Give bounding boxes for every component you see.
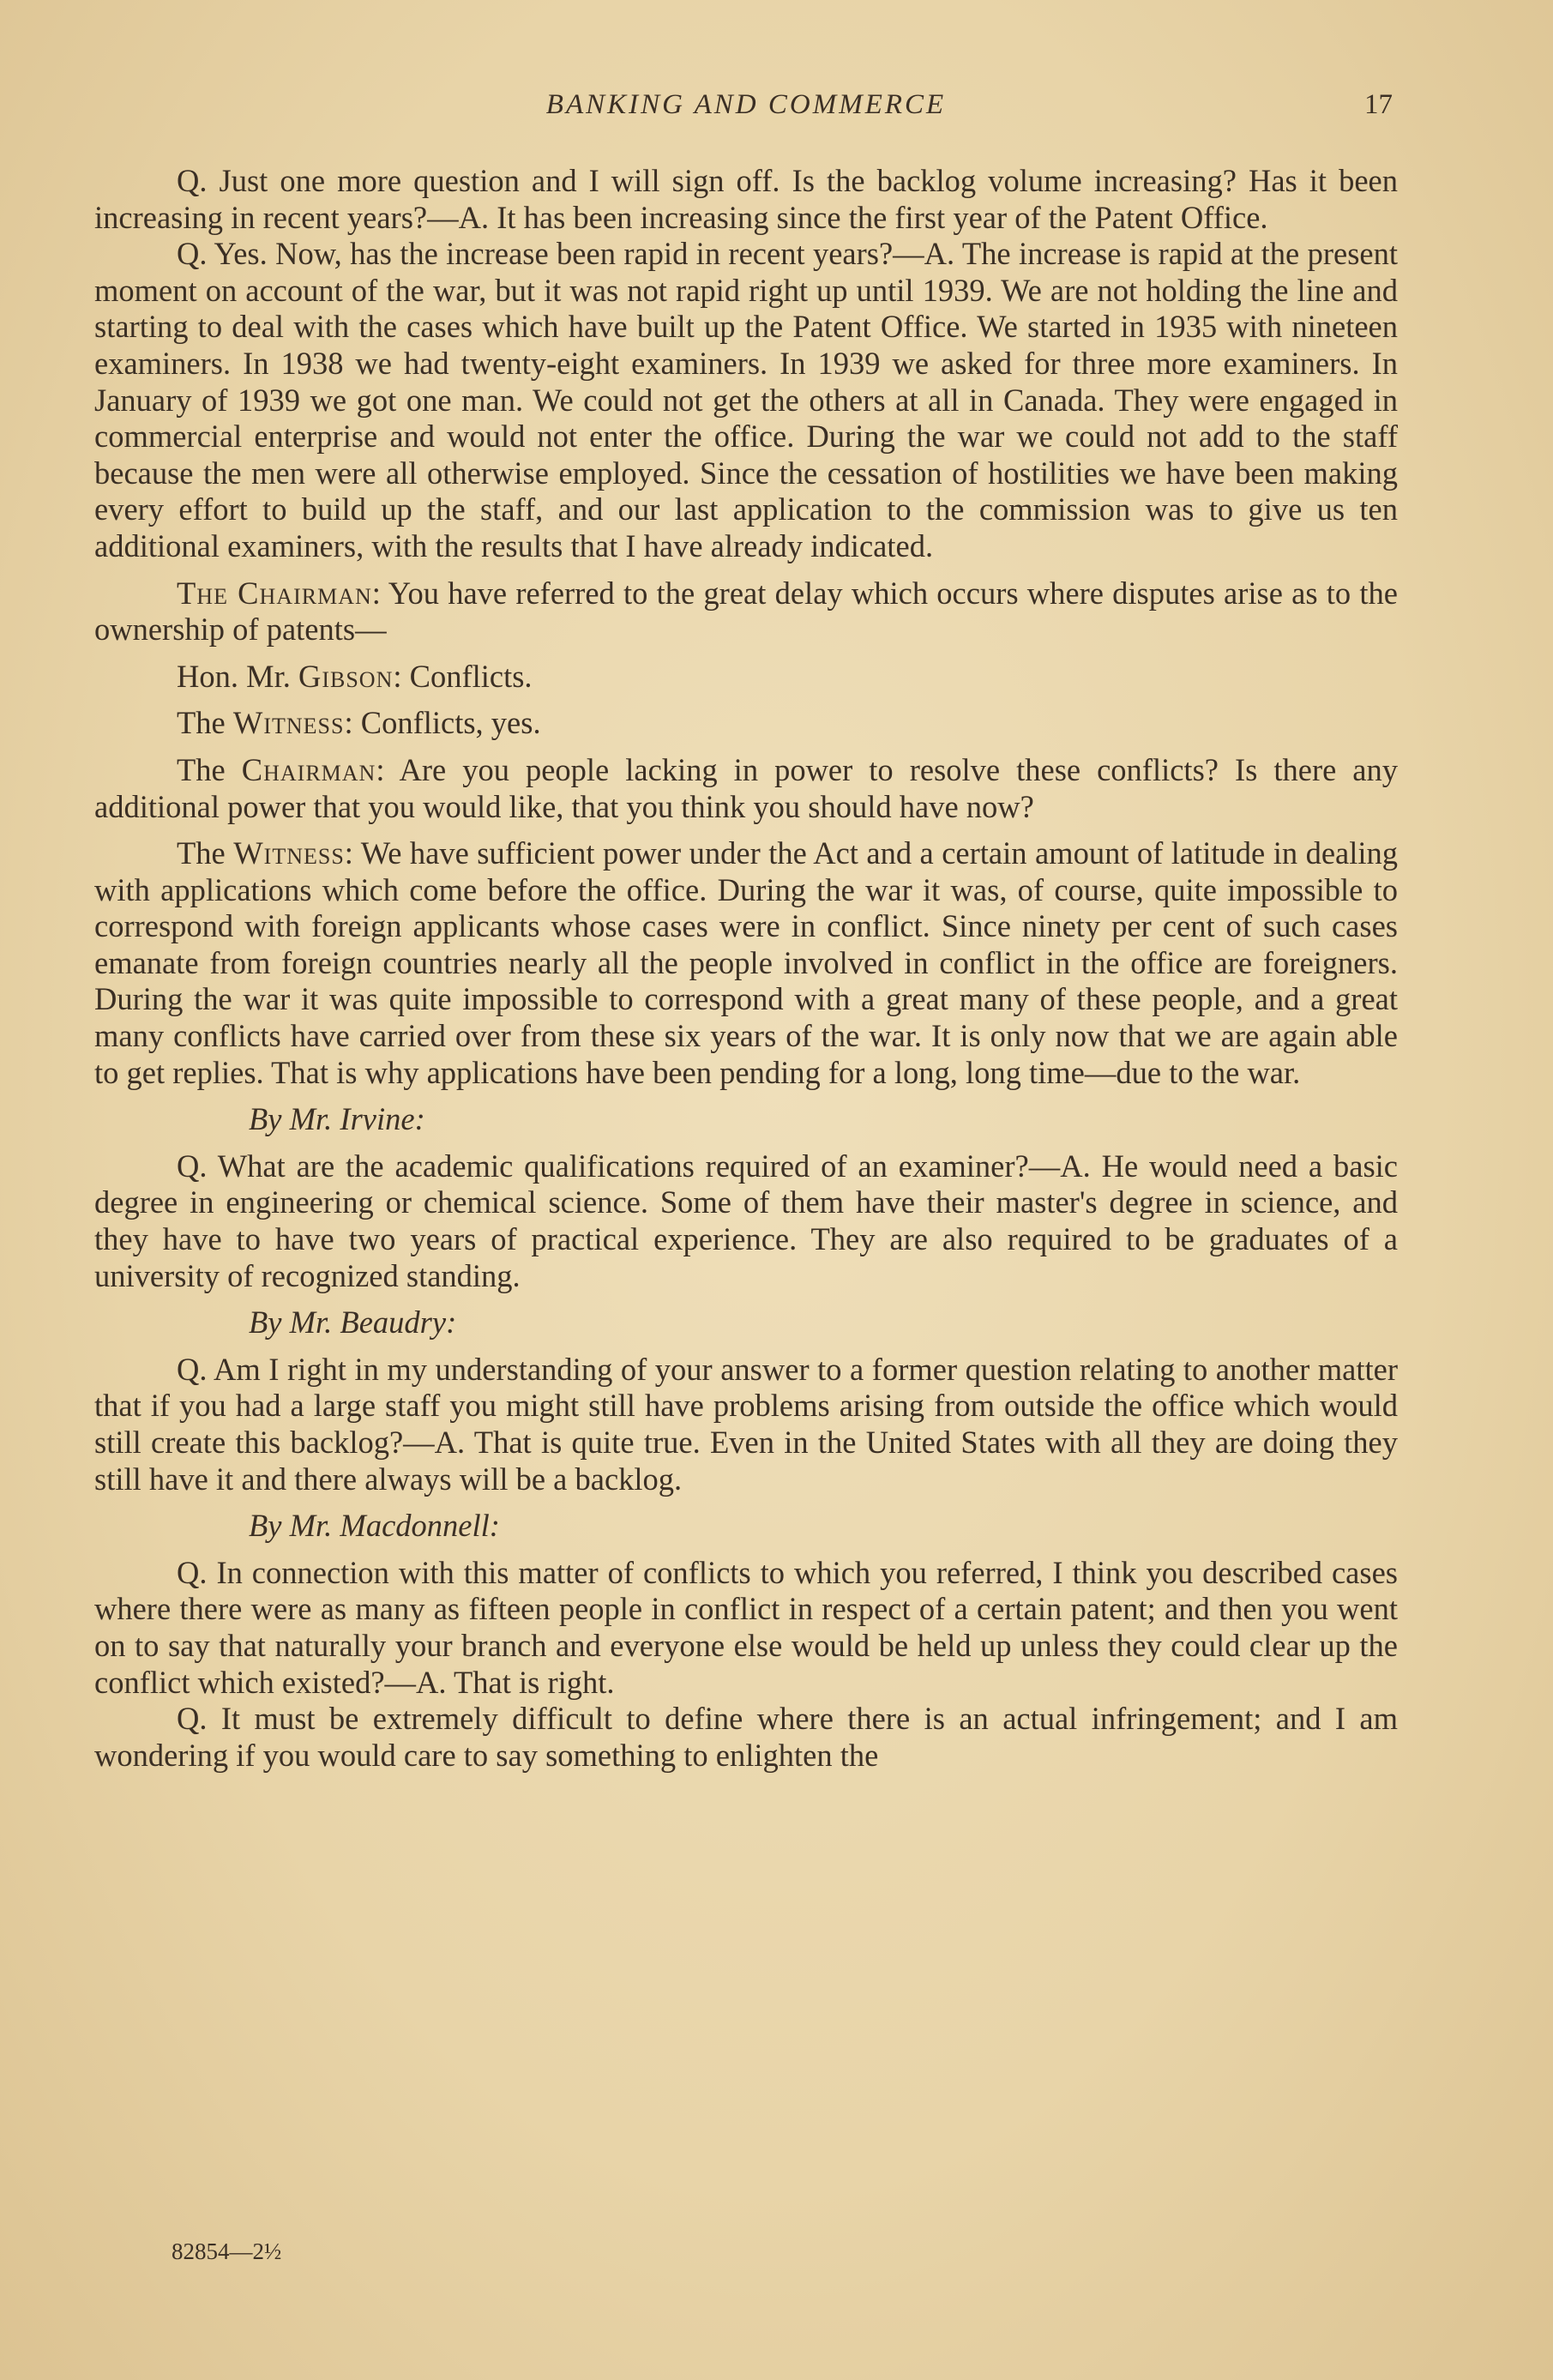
byline-beaudry: By Mr. Beaudry: (249, 1304, 457, 1341)
speaker-prefix: The (177, 705, 233, 741)
speaker-name: The Chairman (177, 575, 372, 611)
paragraph-qualifications: Q. What are the academic qualifications required of an examiner?—A. He would need a basic degree in engineering or chemical science. Some of them have their master's degree in science, and they have to have two years of practical experience. They are also required to be graduates of a university of recognized standing. (94, 1148, 1398, 1293)
speaker-name: Gibson (298, 658, 394, 694)
paragraph-backlog-staff: Q. Am I right in my understanding of your answer to a former question relating to another matter that if you had a large staff you might still have problems arising from outside the office which would still create this backlog?—A. That is quite true. Even in the United States with all they are doing they still have it and there always will be a backlog. (94, 1351, 1398, 1497)
speech-text: : We have sufficient power under the Act and a certain amount of latitude in dealing with applications which come before the office. During the war it was, of course, quite impossible to correspond with foreign applicants whose cases were in conflict. Since ninety per cent of such cases emanate from foreign countries nearly all the people involved in conflict in the office are foreigners. During the war it was quite impossible to correspond with a great many of these people, and a great many conflicts have carried over from these six years of the war. It is only now that we are again able to get replies. That is why applications have been pending for a long, long time—due to the war. (94, 835, 1399, 1090)
speaker-prefix: The (177, 751, 242, 787)
paragraph-question-backlog: Q. Just one more question and I will sign off. Is the backlog volume increasing? Has it been increasing in recent years?—A. It has been increasing since the first year of the Patent Office. (94, 163, 1398, 235)
running-head: BANKING AND COMMERCE (545, 89, 947, 120)
printer-signature: 82854—2½ (172, 2238, 282, 2264)
paragraph-witness-conflicts (94, 705, 1398, 742)
paragraph-chairman-power (94, 752, 1398, 825)
speech-text: : Conflicts. (393, 658, 533, 694)
page-header (94, 86, 1398, 129)
paragraph-increase-rapid: Q. Yes. Now, has the increase been rapid in recent years?—A. The increase is rapid at the present moment on account of the war, but it was not rapid right up until 1939. We are not holding the line and starting to deal with the cases which have built up the Patent Office. We started in 1935 with nineteen examiners. In 1938 we had twenty-eight examiners. In 1939 we asked for three more examiners. In January of 1939 we got one man. We could not get the others at all in Canada. They were engaged in commercial enterprise and would not enter the office. During the war we could not add to the staff because the men were all otherwise employed. Since the cessation of hostilities we have been making every effort to build up the staff, and our last application to the commission was to give us ten additional examiners, with the results that I have already indicated. (94, 236, 1398, 563)
speaker-prefix: Hon. Mr. (177, 658, 298, 694)
paragraph-witness-power (94, 835, 1398, 1091)
byline-irvine: By Mr. Irvine: (249, 1101, 425, 1137)
byline-macdonnell: By Mr. Macdonnell: (249, 1508, 500, 1544)
paragraph-chairman-delay (94, 575, 1398, 648)
paragraph-gibson-conflicts (94, 659, 1398, 696)
speaker-name: Witness (232, 705, 345, 741)
paragraph-conflicts-fifteen: Q. In connection with this matter of conflicts to which you referred, I think you described cases where there were as many as fifteen people in conflict in respect of a certain patent; and then you went on to say that naturally your branch and everyone else would be held up unless they could clear up the conflict which existed?—A. That is right. (94, 1554, 1398, 1700)
speech-text: : You have referred to the great delay which occurs where disputes arise as to the ownership of patents— (94, 575, 1398, 648)
paragraph-infringement: Q. It must be extremely difficult to define where there is an actual infringement; and I am wondering if you would care to say something to enlighten the (94, 1701, 1398, 1773)
speech-text: : Are you people lacking in power to resolve these conflicts? Is there any additional power that you would like, that you think you should have now? (94, 751, 1398, 824)
speaker-name: Chairman (241, 751, 376, 787)
speaker-name: Witness (233, 835, 345, 871)
speaker-prefix: The (177, 835, 234, 871)
page-number: 17 (1364, 89, 1393, 120)
speech-text: : Conflicts, yes. (344, 705, 541, 741)
page-body (94, 163, 1398, 1774)
